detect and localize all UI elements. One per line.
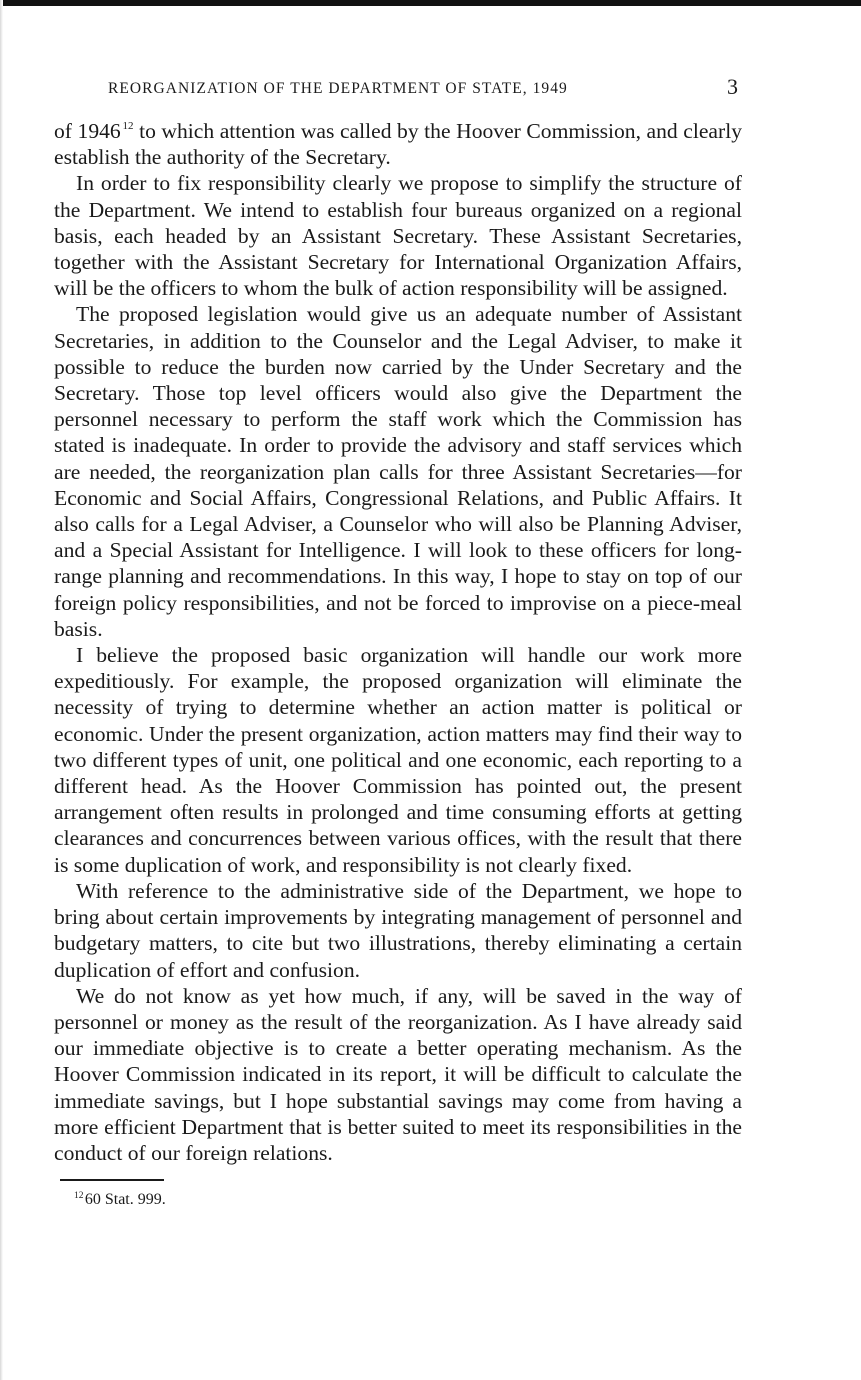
paragraph-2: In order to fix responsibility clearly we propose to simplify the structure of the Department. We intend to establish four bureaus organized on a regional basis, each headed by an Assistant Secretary. These Assistant Secretaries, together with the Assistant Secretary for International Organization Affairs, will be the officers to whom the bulk of action responsibility will be assigned.	[54, 171, 742, 301]
paragraph-4: I believe the proposed basic organization will handle our work more expeditiously. For example, the proposed organization will eliminate the necessity of trying to determine whether an action matter is political or economic. Under the present organization, action matters may find their way to two different types of unit, one political and one economic, each reporting to a different head. As the Hoover Commission has pointed out, the present arrangement often results in prolonged and time consuming efforts at getting clearances and concurrences between various offices, with the result that there is some duplication of work, and responsibility is not clearly fixed.	[54, 643, 742, 877]
paragraph-1	[54, 118, 742, 170]
footnote	[54, 1191, 742, 1209]
footnote-reference: 12	[122, 120, 134, 132]
paragraph-5: With reference to the administrative side of the Department, we hope to bring about certain improvements by integrating management of personnel and budgetary matters, to cite but two illustrations, thereby eliminating a certain duplication of effort and confusion.	[54, 878, 742, 982]
paragraph-1-rest: to which attention was called by the Hoover Commission, and clearly establish the authority of the Secretary.	[54, 119, 742, 170]
paragraph-6: We do not know as yet how much, if any, will be saved in the way of personnel or money as the result of the reorganization. As I have already said our immediate objective is to create a better operating mechanism. As the Hoover Commission indicated in its report, it will be difficult to calculate the immediate savings, but I hope substantial savings may come from having a more efficient Department that is better suited to meet its responsibilities in the conduct of our foreign relations.	[54, 983, 742, 1165]
running-head	[54, 74, 742, 104]
paragraph-1-start: of 1946	[54, 119, 121, 143]
footnote-number: 12	[74, 1191, 84, 1202]
page-left-edge-shadow	[0, 0, 3, 1380]
body-text	[54, 118, 742, 1166]
page-number: 3	[727, 74, 738, 99]
paragraph-3: The proposed legislation would give us an adequate number of Assistant Secretaries, in addition to the Counselor and the Legal Adviser, to make it possible to reduce the burden now carried by the Under Secretary and the Secretary. Those top level officers would also give the Department the personnel necessary to perform the staff work which the Commission has stated is inadequate. In order to provide the advisory and staff services which are needed, the reorganization plan calls for three Assistant Secretaries—for Economic and Social Affairs, Congressional Relations, and Public Affairs. It also calls for a Legal Adviser, a Counselor who will also be Planning Adviser, and a Special Assistant for Intelligence. I will look to these officers for long-range planning and recommendations. In this way, I hope to stay on top of our foreign policy responsibilities, and not be forced to improvise on a piece-meal basis.	[54, 302, 742, 641]
page-top-border	[0, 0, 861, 6]
document-page	[54, 74, 742, 1209]
running-title: REORGANIZATION OF THE DEPARTMENT OF STATE, 1949	[108, 80, 568, 97]
footnote-text: 60 Stat. 999.	[84, 1191, 166, 1209]
footnote-rule	[60, 1179, 164, 1181]
